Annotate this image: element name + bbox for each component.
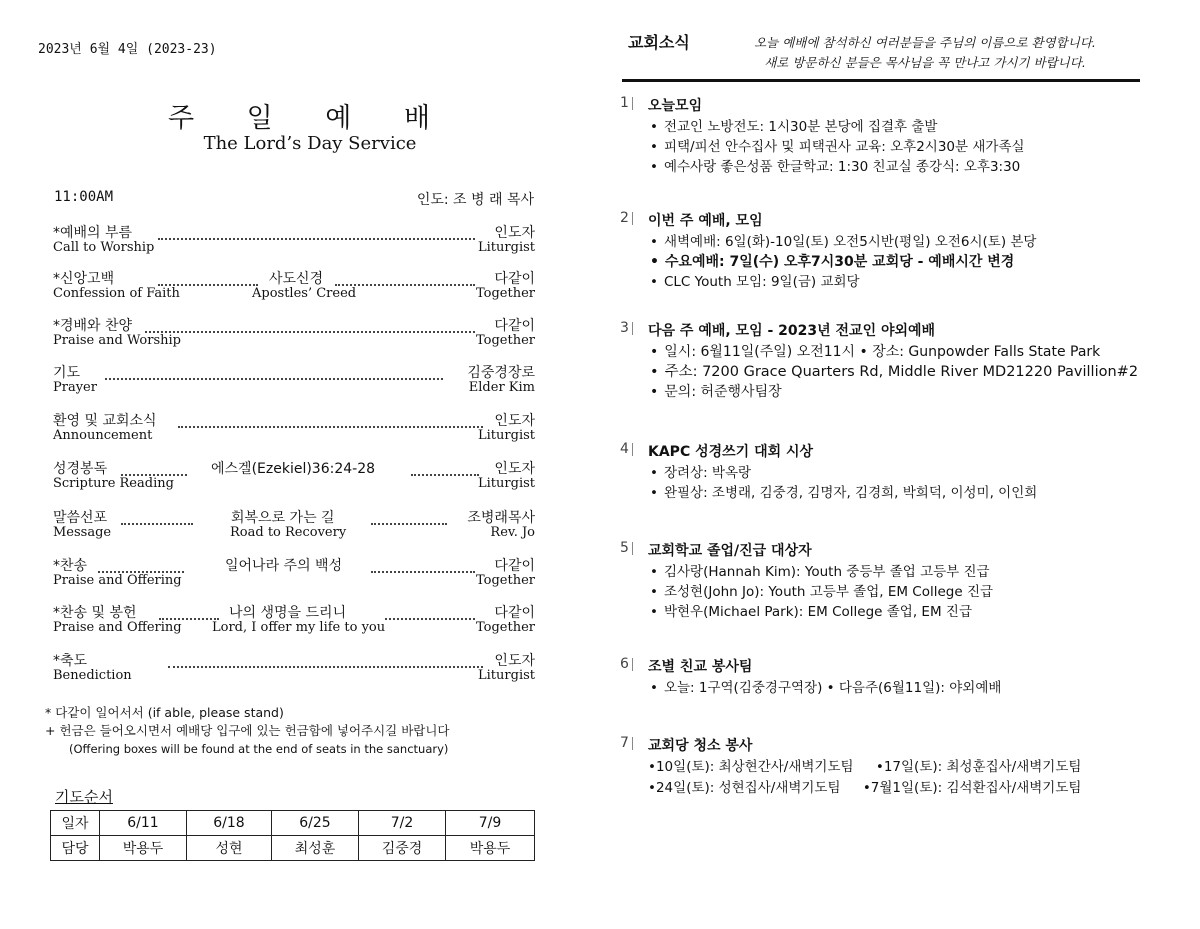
list-item: • 문의: 허준행사팀장 <box>650 382 1138 402</box>
section-number: 6 <box>620 656 629 672</box>
dot-leader <box>158 224 475 240</box>
order-role-en: Liturgist <box>478 476 535 491</box>
order-role-en: Together <box>475 333 535 348</box>
section-heading: 이번 주 예배, 모임 <box>648 213 763 229</box>
order-content-en: Lord, I offer my life to you <box>212 620 386 635</box>
order-content-ko: 회복으로 가는 길 <box>231 510 335 526</box>
dot-leader <box>371 557 475 573</box>
prayer-schedule-title: 기도순서 <box>55 788 113 806</box>
section-heading: KAPC 성경쓰기 대회 시상 <box>648 444 814 460</box>
order-role-ko: 인도자 <box>492 222 535 242</box>
schedule-entry: • 24일(토): 성현집사/새벽기도팀 <box>648 780 841 796</box>
welcome-line: 오늘 예배에 참석하신 여러분들을 주님의 이름으로 환영합니다. <box>754 35 1096 50</box>
section-heading: 오늘모임 <box>648 98 703 114</box>
table-cell: 김중경 <box>359 836 446 861</box>
list-item: • 박현우(Michael Park): EM College 졸업, EM 진급 <box>650 602 993 622</box>
dot-leader <box>121 460 187 476</box>
table-row <box>51 836 535 861</box>
order-role-en: Rev. Jo <box>490 525 535 540</box>
list-item: • 피택/피선 안수집사 및 피택권사 교육: 오후2시30분 새가족실 <box>650 137 1025 157</box>
order-role-ko: 인도자 <box>492 650 535 670</box>
section-heading: 조별 친교 봉사팀 <box>648 659 753 675</box>
order-role-en: Together <box>475 286 535 301</box>
welcome-message <box>700 33 1150 73</box>
prayer-schedule-table <box>50 810 535 861</box>
order-label-ko: *찬송 <box>53 558 88 574</box>
table-cell: 7/2 <box>359 811 446 836</box>
dot-leader <box>335 270 475 286</box>
order-content-ko: 일어나라 주의 백성 <box>225 558 343 574</box>
table-cell: 최성훈 <box>272 836 359 861</box>
service-notes <box>45 704 450 758</box>
dot-leader <box>98 557 184 573</box>
order-label-en: Scripture Reading <box>53 476 174 491</box>
order-item-hymn <box>53 555 535 599</box>
schedule-entry: • 17일(토): 최성훈집사/새벽기도팀 <box>876 759 1082 775</box>
order-label-en: Praise and Offering <box>53 620 182 635</box>
order-label-ko: *신앙고백 <box>53 271 115 287</box>
order-role-ko: 다같이 <box>492 315 535 335</box>
table-cell: 6/25 <box>272 811 359 836</box>
note-offering: + 헌금은 들어오시면서 예배당 입구에 있는 헌금함에 넣어주시길 바랍니다 <box>45 723 450 738</box>
order-label-en: Call to Worship <box>53 240 155 255</box>
order-item-offering <box>53 602 535 646</box>
order-role-ko: 다같이 <box>492 555 535 575</box>
table-cell: 6/18 <box>187 811 272 836</box>
list-item: • 전교인 노방전도: 1시30분 본당에 집결후 출발 <box>650 117 1025 137</box>
service-title-korean: 주 일 예 배 <box>167 103 453 134</box>
order-role-ko: 다같이 <box>492 602 535 622</box>
section-number: 3 <box>620 320 629 336</box>
order-content-en: Apostles’ Creed <box>252 286 357 301</box>
order-label-ko: *축도 <box>53 653 88 669</box>
list-item: • 일시: 6월11일(주일) 오전11시 • 장소: Gunpowder Falls State Park <box>650 342 1138 362</box>
list-item: • CLC Youth 모임: 9일(금) 교회당 <box>650 272 1036 292</box>
section-list <box>650 342 1138 402</box>
dot-leader <box>145 317 475 333</box>
section-number: 4 <box>620 441 629 457</box>
table-row <box>51 811 535 836</box>
service-time: 11:00AM <box>54 189 114 205</box>
section-number: 1 <box>620 95 629 111</box>
order-role-ko: 인도자 <box>492 410 535 430</box>
order-role-en: Elder Kim <box>468 380 535 395</box>
order-role-ko: 김중경장로 <box>465 362 535 382</box>
schedule-row <box>648 778 1099 799</box>
order-content-ko: 사도신경 <box>269 271 324 287</box>
section-number: 7 <box>620 735 629 751</box>
order-content-ko: 나의 생명을 드리니 <box>229 605 347 621</box>
table-cell: 6/11 <box>100 811 187 836</box>
dot-leader <box>385 604 475 620</box>
order-role-en: Liturgist <box>478 240 535 255</box>
list-item: • 오늘: 1구역(김중경구역장) • 다음주(6월11일): 야외예배 <box>650 678 1001 698</box>
section-list <box>650 562 993 622</box>
order-item-announcement <box>53 410 535 454</box>
section-heading: 다음 주 예배, 모임 - 2023년 전교인 야외예배 <box>648 323 936 339</box>
section-number: 2 <box>620 210 629 226</box>
dot-leader <box>105 364 443 380</box>
order-content-ko: 에스겔(Ezekiel)36:24-28 <box>211 461 376 477</box>
table-cell: 7/9 <box>446 811 535 836</box>
list-item: • 예수사랑 좋은성품 한글학교: 1:30 친교실 종강식: 오후3:30 <box>650 157 1025 177</box>
order-role-ko: 인도자 <box>492 458 535 478</box>
cleaning-schedule <box>648 757 1099 799</box>
dot-leader <box>168 652 483 668</box>
order-label-en: Benediction <box>53 668 132 683</box>
welcome-line: 새로 방문하신 분들은 목사님을 꼭 만나고 가시기 바랍니다. <box>764 55 1086 70</box>
order-label-en: Announcement <box>53 428 153 443</box>
table-cell: 성현 <box>187 836 272 861</box>
list-item: • 완필상: 조병래, 김중경, 김명자, 김경희, 박희덕, 이성미, 이인희 <box>650 483 1037 503</box>
order-label-en: Praise and Offering <box>53 573 182 588</box>
order-item-confession <box>53 268 535 312</box>
service-title-english: The Lord’s Day Service <box>203 133 417 154</box>
list-item: • 조성현(John Jo): Youth 고등부 졸업, EM College 진급 <box>650 582 993 602</box>
note-stand: * 다같이 일어서서 (if able, please stand) <box>45 705 284 720</box>
order-content-en: Road to Recovery <box>230 525 347 540</box>
order-role-ko: 조병래목사 <box>465 507 535 527</box>
schedule-row <box>648 757 1099 778</box>
table-cell: 담당 <box>51 836 100 861</box>
table-cell: 박용두 <box>100 836 187 861</box>
service-leader: 인도: 조 병 래 목사 <box>416 192 534 208</box>
order-item-call-to-worship <box>53 222 535 266</box>
order-label-en: Confession of Faith <box>53 286 180 301</box>
order-label-ko: *예배의 부름 <box>53 225 133 241</box>
dot-leader <box>411 460 479 476</box>
schedule-entry: • 10일(토): 최상현간사/새벽기도팀 <box>648 759 854 775</box>
list-item: • 주소: 7200 Grace Quarters Rd, Middle River MD21220 Pavillion#2 <box>650 362 1138 382</box>
section-heading: 교회당 청소 봉사 <box>648 738 753 754</box>
dot-leader <box>121 509 193 525</box>
news-title: 교회소식 <box>628 33 690 52</box>
order-item-praise-worship <box>53 315 535 359</box>
order-role-ko: 다같이 <box>492 268 535 288</box>
order-item-message <box>53 507 535 551</box>
table-cell: 박용두 <box>446 836 535 861</box>
order-label-en: Message <box>53 525 112 540</box>
order-label-ko: 말씀선포 <box>53 510 108 526</box>
section-list <box>650 463 1037 503</box>
dot-leader <box>178 412 483 428</box>
dot-leader <box>371 509 447 525</box>
order-label-ko: *찬송 및 봉헌 <box>53 605 137 621</box>
order-role-en: Together <box>475 620 535 635</box>
order-item-benediction <box>53 650 535 694</box>
section-number: 5 <box>620 540 629 556</box>
dot-leader <box>159 604 219 620</box>
section-list <box>650 232 1036 292</box>
order-role-en: Liturgist <box>478 428 535 443</box>
section-list <box>650 678 1001 698</box>
order-label-en: Praise and Worship <box>53 333 181 348</box>
order-item-prayer <box>53 362 535 406</box>
order-label-en: Prayer <box>53 380 97 395</box>
header-rule <box>622 79 1140 82</box>
list-item: • 새벽예배: 6일(화)-10일(토) 오전5시반(평일) 오전6시(토) 본당 <box>650 232 1036 252</box>
list-item: • 김사랑(Hannah Kim): Youth 중등부 졸업 고등부 진급 <box>650 562 993 582</box>
order-label-ko: *경배와 찬양 <box>53 318 133 334</box>
list-item: • 장려상: 박옥랑 <box>650 463 1037 483</box>
order-label-ko: 기도 <box>53 365 81 381</box>
bulletin-date: 2023년 6월 4일 (2023-23) <box>38 42 217 57</box>
table-cell: 일자 <box>51 811 100 836</box>
list-item: • 수요예배: 7일(수) 오후7시30분 교회당 - 예배시간 변경 <box>650 252 1036 272</box>
order-label-ko: 환영 및 교회소식 <box>53 413 157 429</box>
dot-leader <box>158 270 258 286</box>
order-item-scripture <box>53 458 535 502</box>
section-heading: 교회학교 졸업/진급 대상자 <box>648 543 812 559</box>
note-offering-english: (Offering boxes will be found at the end of seats in the sanctuary) <box>69 742 449 756</box>
order-label-ko: 성경봉독 <box>53 461 108 477</box>
schedule-entry: • 7월1일(토): 김석환집사/새벽기도팀 <box>863 780 1082 796</box>
section-list <box>650 117 1025 177</box>
order-role-en: Liturgist <box>478 668 535 683</box>
order-role-en: Together <box>475 573 535 588</box>
